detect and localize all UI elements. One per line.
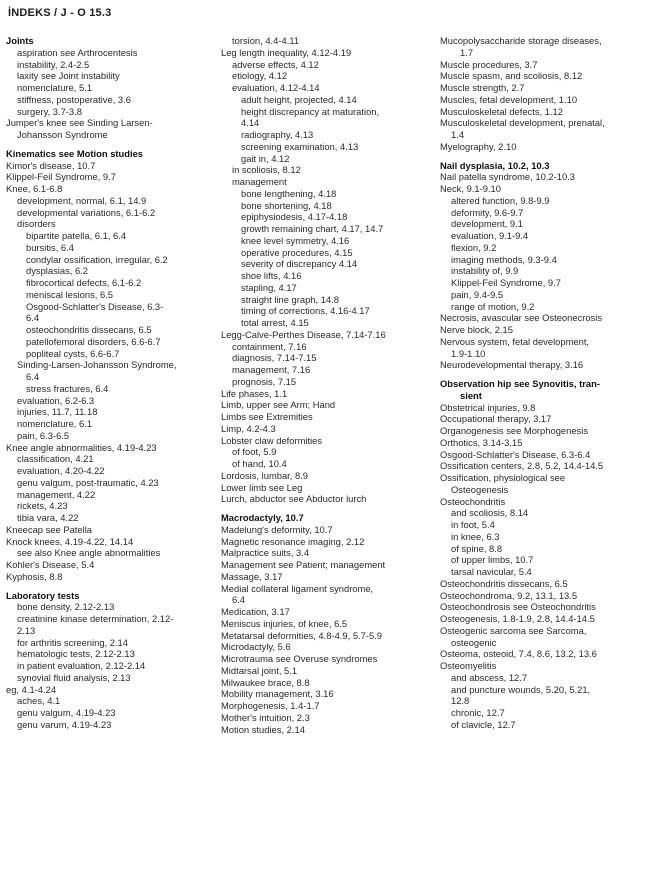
index-subentry: range of motion, 9.2 — [451, 300, 535, 312]
index-subentry: straight line graph, 14.8 — [241, 293, 339, 305]
index-subentry: instability of, 9.9 — [451, 265, 519, 277]
index-heading: Observation hip see Synovitis, tran- — [440, 378, 600, 389]
index-subentry: bone density, 2.12-2.13 — [17, 601, 115, 613]
index-subentry: for arthritis screening, 2.14 — [17, 636, 128, 648]
index-subentry: surgery, 3.7-3.8 — [17, 105, 82, 117]
index-subentry: management, 4.22 — [17, 488, 96, 500]
index-subentry: management — [232, 176, 287, 187]
index-subentry: stiffness, postoperative, 3.6 — [17, 93, 131, 105]
index-subentry: 6.4 — [232, 594, 246, 606]
index-subentry: 1.4 — [451, 129, 465, 140]
index-entry: Osteoma, osteoid, 7.4, 8.6, 13.2, 13.6 — [440, 648, 597, 660]
index-subentry: Osteogenesis — [451, 483, 509, 495]
index-subentry: and abscess, 12.7 — [451, 671, 528, 683]
index-subentry: meniscal lesions, 6.5 — [26, 288, 114, 300]
index-subentry: of hand, 10.4 — [232, 458, 287, 469]
index-entry: Malpractice suits, 3.4 — [221, 547, 310, 559]
index-entry: Legg-Calve-Perthes Disease, 7.14-7.16 — [221, 328, 386, 340]
index-subentry: aspiration see Arthrocentesis — [17, 46, 138, 58]
index-entry: Metatarsal deformities, 4.8-4.9, 5.7-5.9 — [221, 629, 383, 641]
index-subentry: of upper limbs, 10.7 — [451, 554, 534, 566]
index-heading: sient — [460, 389, 482, 401]
index-entry: Jumper's knee see Sinding Larsen- — [6, 117, 153, 129]
index-entry: Osteochondritis dissecans, 6.5 — [440, 577, 568, 589]
index-subentry: bone lengthening, 4.18 — [241, 187, 337, 199]
index-subentry: see also Knee angle abnormalities — [17, 547, 161, 559]
index-entry: Kohler's Disease, 5.4 — [6, 559, 95, 570]
index-subentry: dysplasias, 6.2 — [26, 265, 89, 277]
index-subentry: operative procedures, 4.15 — [241, 246, 353, 258]
index-subentry: of clavicle, 12.7 — [451, 718, 516, 730]
index-subentry: fibrocortical defects, 6.1-6.2 — [26, 277, 142, 288]
index-subentry: epiphysiodesis, 4.17-4.18 — [241, 211, 348, 223]
index-subentry: classification, 4.21 — [17, 453, 94, 465]
index-entry: Osgood-Schlatter's Disease, 6.3-6.4 — [440, 448, 591, 460]
index-subentry: prognosis, 7.15 — [232, 375, 297, 387]
index-subentry: knee level symmetry, 4.16 — [241, 234, 350, 246]
index-entry: Musculoskeletal defects, 1.12 — [440, 105, 563, 117]
index-entry: Limbs see Extremities — [221, 411, 313, 422]
index-subentry: deformity, 9.6-9.7 — [451, 206, 524, 218]
index-entry: Musculoskeletal development, prenatal, — [440, 117, 605, 129]
index-entry: Microdactyly, 5.6 — [221, 641, 291, 653]
index-subentry: evaluation, 9.1-9.4 — [451, 230, 529, 241]
index-entry: Medication, 3.17 — [221, 606, 290, 617]
index-subentry: in foot, 5.4 — [451, 519, 495, 530]
index-entry: Necrosis, avascular see Osteonecrosis — [440, 312, 603, 324]
index-entry: Nerve block, 2.15 — [440, 324, 513, 335]
index-subentry: patellofemoral disorders, 6.6-6.7 — [26, 335, 161, 347]
index-entry: Management see Patient; management — [221, 559, 386, 570]
index-subentry: 4.14 — [241, 117, 260, 129]
index-entry: Knee, 6.1-6.8 — [6, 183, 63, 194]
index-subentry: growth remaining chart, 4.17, 14.7 — [241, 223, 384, 234]
index-subentry: shoe lifts, 4.16 — [241, 270, 302, 281]
index-subentry: Klippel-Feil Syndrome, 9.7 — [451, 277, 561, 288]
index-subentry: laxity see Joint instability — [17, 70, 120, 82]
index-entry: Osteogenic sarcoma see Sarcoma, — [440, 624, 587, 636]
index-subentry: of spine, 8.8 — [451, 542, 503, 554]
index-subentry: developmental variations, 6.1-6.2 — [17, 206, 156, 218]
index-subentry: pain, 9.4-9.5 — [451, 288, 504, 300]
index-entry: Milwaukee brace, 8.8 — [221, 676, 310, 688]
index-subentry: osteochondritis dissecans, 6.5 — [26, 324, 152, 335]
index-entry: Midtarsal joint, 5.1 — [221, 664, 298, 676]
index-entry: Osteochondrosis see Osteochondritis — [440, 601, 596, 613]
index-subentry: chronic, 12.7 — [451, 707, 505, 718]
index-subentry: rickets, 4.23 — [17, 500, 68, 512]
index-subentry: 1.7 — [460, 46, 474, 58]
index-entry: Muscle procedures, 3.7 — [440, 58, 538, 70]
index-subentry: osteogenic — [451, 636, 497, 648]
index-heading: Laboratory tests — [6, 589, 80, 601]
index-subentry: condylar ossification, irregular, 6.2 — [26, 253, 168, 265]
index-entry: Muscle spasm, and scoliosis, 8.12 — [440, 70, 583, 82]
index-entry: Orthotics, 3.14-3.15 — [440, 436, 523, 448]
index-heading: Macrodactyly, 10.7 — [221, 512, 304, 523]
index-entry: Madelung's deformity, 10.7 — [221, 523, 333, 535]
index-subentry: pain, 6.3-6.5 — [17, 429, 70, 441]
index-subentry: bipartite patella, 6.1, 6.4 — [26, 230, 127, 241]
index-entry: Leg length inequality, 4.12-4.19 — [221, 46, 352, 58]
index-subentry: total arrest, 4.15 — [241, 317, 309, 328]
index-subentry: evaluation, 4.12-4.14 — [232, 82, 320, 93]
index-heading: Nail dysplasia, 10.2, 10.3 — [440, 159, 550, 171]
index-entry: Osteochondritis — [440, 495, 506, 507]
index-subentry: in knee, 6.3 — [451, 530, 500, 542]
index-entry: Occupational therapy, 3.17 — [440, 413, 552, 425]
index-entry: Magnetic resonance imaging, 2.12 — [221, 535, 365, 547]
index-entry: Limb, upper see Arm; Hand — [221, 399, 336, 411]
index-subentry: bone shortening, 4.18 — [241, 199, 332, 211]
index-entry: Osteochondroma, 9.2, 13.1, 13.5 — [440, 589, 578, 601]
index-heading: Kinematics see Motion studies — [6, 147, 144, 159]
index-subentry: hematologic tests, 2.12-2.13 — [17, 648, 135, 660]
index-subentry: instability, 2.4-2.5 — [17, 58, 90, 70]
index-subentry: genu valgum, post-traumatic, 4.23 — [17, 476, 159, 488]
index-entry: Kyphosis, 8.8 — [6, 570, 63, 582]
index-entry: Microtrauma see Overuse syndromes — [221, 653, 378, 664]
index-entry: Lower limb see Leg — [221, 481, 303, 493]
index-entry: Ossification, physiological see — [440, 472, 566, 483]
index-entry: Myelography, 2.10 — [440, 140, 517, 152]
index-subentry: stapling, 4.17 — [241, 281, 297, 293]
index-subentry: synovial fluid analysis, 2.13 — [17, 671, 131, 683]
index-subentry: genu varum, 4.19-4.23 — [17, 718, 112, 730]
index-entry: Neurodevelopmental therapy, 3.16 — [440, 359, 584, 371]
index-subentry: evaluation, 6.2-6.3 — [17, 394, 95, 406]
index-subentry: Johansson Syndrome — [17, 129, 108, 140]
index-entry: Osteomyelitis — [440, 660, 497, 671]
index-subentry: nomenclature, 5.1 — [17, 82, 93, 93]
index-entry: Klippel-Feil Syndrome, 9.7 — [6, 171, 116, 183]
index-entry: Morphogenesis, 1.4-1.7 — [221, 700, 320, 711]
index-subentry: disorders — [17, 218, 56, 230]
index-subentry: imaging methods, 9.3-9.4 — [451, 253, 557, 265]
index-subentry: evaluation, 4.20-4.22 — [17, 465, 105, 476]
index-entry: Mucopolysaccharide storage diseases, — [440, 35, 602, 46]
index-subentry: tarsal navicular, 5.4 — [451, 566, 532, 577]
index-subentry: diagnosis, 7.14-7.15 — [232, 352, 317, 364]
page-header: İNDEKS / J - O 15.3 — [8, 7, 112, 19]
index-entry: Life phases, 1.1 — [221, 387, 288, 399]
index-subentry: creatinine kinase determination, 2.12- — [17, 613, 174, 624]
index-entry: Muscles, fetal development, 1.10 — [440, 93, 578, 105]
index-entry: Massage, 3.17 — [221, 570, 283, 582]
index-entry: Nail patella syndrome, 10.2-10.3 — [440, 171, 575, 183]
index-subentry: height discrepancy at maturation, — [241, 105, 380, 117]
index-entry: Mother's intuition, 2.3 — [221, 711, 310, 723]
index-entry: Motion studies, 2.14 — [221, 723, 305, 735]
index-entry: Nervous system, fetal development, — [440, 335, 590, 347]
index-entry: Obstetrical injuries, 9.8 — [440, 401, 536, 413]
index-subentry: 6.4 — [26, 312, 40, 324]
index-subentry: of foot, 5.9 — [232, 446, 277, 458]
index-column-1 — [6, 35, 211, 731]
index-subentry: 1.9-1.10 — [451, 347, 486, 359]
index-entry: Knee angle abnormalities, 4.19-4.23 — [6, 441, 157, 453]
index-entry: Kimor's disease, 10.7 — [6, 159, 96, 171]
index-heading: Joints — [6, 35, 34, 46]
index-entry: Neck, 9.1-9.10 — [440, 183, 501, 194]
index-subentry: popliteal cysts, 6.6-6.7 — [26, 347, 120, 359]
index-subentry: adult height, projected, 4.14 — [241, 93, 357, 105]
index-subentry: in patient evaluation, 2.12-2.14 — [17, 660, 146, 671]
index-subentry: radiography, 4.13 — [241, 129, 314, 140]
index-entry: Organogenesis see Morphogenesis — [440, 425, 589, 436]
index-subentry: screening examination, 4.13 — [241, 140, 359, 152]
index-subentry: containment, 7.16 — [232, 340, 307, 352]
index-column-2 — [221, 35, 429, 735]
index-entry: Kneecap see Patella — [6, 523, 93, 535]
index-entry: Limp, 4.2-4.3 — [221, 422, 276, 434]
index-subentry: adverse effects, 4.12 — [232, 58, 319, 70]
index-subentry: etiology, 4.12 — [232, 70, 288, 82]
index-column-3 — [440, 35, 645, 731]
index-subentry: Osgood-Schlatter's Disease, 6.3- — [26, 300, 164, 312]
index-subentry: genu valgum, 4.19-4.23 — [17, 707, 116, 718]
index-subentry: injuries, 11.7, 11.18 — [17, 406, 98, 418]
index-subentry: development, 9.1 — [451, 218, 523, 230]
index-subentry: 6.4 — [26, 371, 40, 382]
index-subentry: 2.13 — [17, 624, 36, 636]
index-entry: Ossification centers, 2.8, 5.2, 14.4-14.5 — [440, 460, 604, 472]
index-subentry: severity of discrepancy 4.14 — [241, 258, 358, 270]
index-subentry: bursitis, 6.4 — [26, 241, 74, 253]
index-entry: Lobster claw deformities — [221, 434, 323, 446]
index-entry: Meniscus injuries, of knee, 6.5 — [221, 617, 348, 629]
index-subentry: aches, 4.1 — [17, 695, 61, 707]
index-entry: Lurch, abductor see Abductor lurch — [221, 493, 367, 505]
index-subentry: altered function, 9.8-9.9 — [451, 194, 550, 206]
index-subentry: 12.8 — [451, 695, 470, 707]
index-subentry: timing of corrections, 4.16-4.17 — [241, 305, 370, 317]
index-entry: Medial collateral ligament syndrome, — [221, 582, 374, 594]
index-subentry: Sinding-Larsen-Johansson Syndrome, — [17, 359, 177, 371]
index-entry: eg, 4.1-4.24 — [6, 683, 57, 695]
index-entry: Knock knees, 4.19-4.22, 14.14 — [6, 535, 134, 547]
index-subentry: stress fractures, 6.4 — [26, 382, 109, 394]
index-subentry: nomenclature, 6.1 — [17, 418, 93, 429]
index-subentry: and scoliosis, 8.14 — [451, 507, 529, 519]
index-subentry: torsion, 4.4-4.11 — [232, 35, 300, 46]
index-subentry: management, 7.16 — [232, 364, 311, 375]
index-entry: Osteogenesis, 1.8-1.9, 2.8, 14.4-14.5 — [440, 613, 595, 624]
index-subentry: gait in, 4.12 — [241, 152, 290, 164]
index-entry: Muscle strength, 2.7 — [440, 82, 525, 93]
index-subentry: in scoliosis, 8.12 — [232, 164, 301, 176]
index-subentry: and puncture wounds, 5.20, 5.21, — [451, 683, 591, 695]
index-entry: Mobility management, 3.16 — [221, 688, 334, 700]
index-entry: Lordosis, lumbar, 8.9 — [221, 469, 309, 481]
index-subentry: tibia vara, 4.22 — [17, 512, 79, 523]
index-subentry: flexion, 9.2 — [451, 241, 497, 253]
index-subentry: development, normal, 6.1, 14.9 — [17, 194, 147, 206]
